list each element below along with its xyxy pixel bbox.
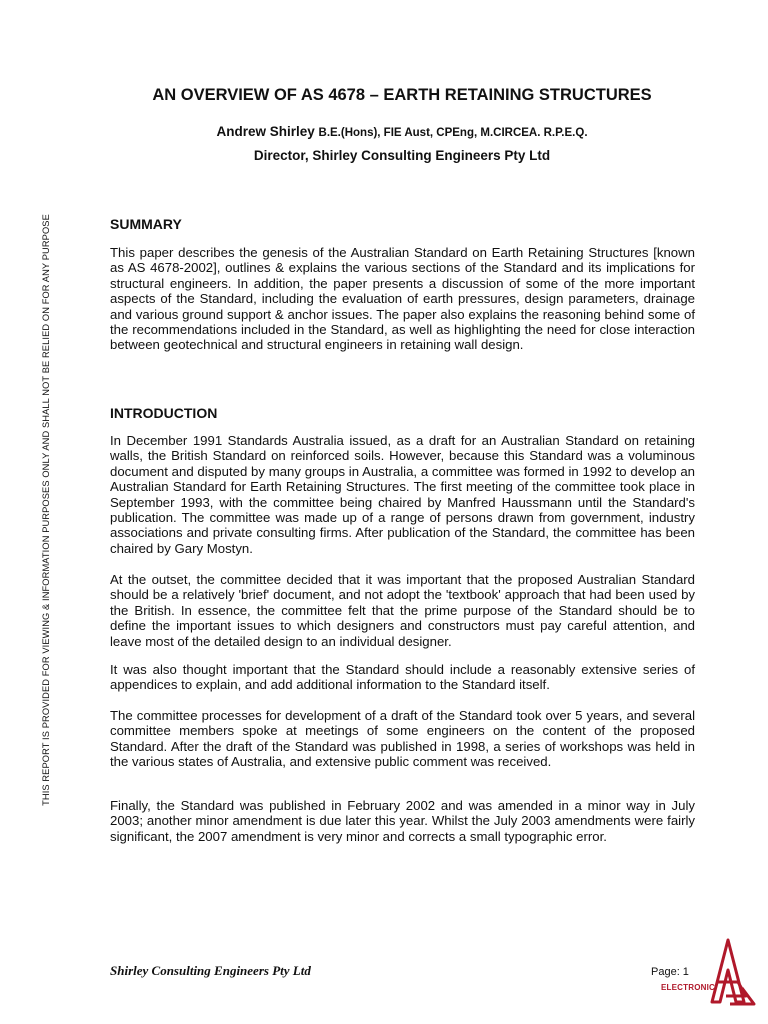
intro-paragraph-4: The committee processes for development of a draft of the Standard took over 5 years, and several committee members spoke at meetings of some engineers on the content of the proposed Standard. After the draft of the Standard was published in 1998, a series of workshops was held in the various states of Australia, and extensive public comment was received. — [110, 708, 695, 770]
introduction-heading: INTRODUCTION — [110, 405, 218, 421]
author-name: Andrew Shirley — [216, 124, 315, 139]
author-line — [0, 124, 768, 139]
intro-paragraph-2: At the outset, the committee decided that it was important that the proposed Australian Standard should be a relatively 'brief' document, and not adopt the 'textbook' approach that had been used by the British. In essence, the committee felt that the prime purpose of the Standard should be to define the important issues to which designers and constructors must pay careful attention, and leave most of the detailed design to an individual designer. — [110, 572, 695, 649]
intro-paragraph-1: In December 1991 Standards Australia issued, as a draft for an Australian Standard on retaining walls, the British Standard on reinforced soils. However, because this Standard was a voluminous document and disputed by many groups in Australia, a committee was formed in 1992 to develop an Australian Standard for Earth Retaining Structures. The first meeting of the committee took place in September 1993, with the committee being chaired by Manfred Haussmann until the Standard's publication. The committee was made up of a range of persons drawn from government, industry associations and private consulting firms. After publication of the Standard, the committee has been chaired by Gary Mostyn. — [110, 433, 695, 556]
logo-caption: ELECTRONIC — [661, 983, 715, 992]
author-credentials: B.E.(Hons), FIE Aust, CPEng, M.CIRCEA. R.P.E.Q. — [318, 127, 588, 139]
intro-paragraph-5: Finally, the Standard was published in February 2002 and was amended in a minor way in July 2003; another minor amendment is due later this year. Whilst the July 2003 amendments were fairly significant, the 2007 amendment is very minor and corrects a small typographic error. — [110, 798, 695, 844]
page-title: AN OVERVIEW OF AS 4678 – EARTH RETAINING STRUCTURES — [152, 86, 652, 104]
author-affiliation: Director, Shirley Consulting Engineers Pty Ltd — [253, 148, 551, 163]
footer-company: Shirley Consulting Engineers Pty Ltd — [110, 963, 311, 978]
company-logo-icon — [694, 936, 758, 1010]
page-number: Page: 1 — [651, 966, 689, 978]
intro-paragraph-3: It was also thought important that the Standard should include a reasonably extensive series of appendices to explain, and add additional information to the Standard itself. — [110, 662, 695, 693]
summary-heading: SUMMARY — [110, 216, 182, 232]
disclaimer-side-note: THIS REPORT IS PROVIDED FOR VIEWING & INFORMATION PURPOSES ONLY AND SHALL NOT BE RELIED ON FOR ANY PURPOSE — [41, 214, 51, 806]
summary-text: This paper describes the genesis of the Australian Standard on Earth Retaining Structures [known as AS 4678-2002], outlines & explains the various sections of the Standard and its implications for structural engineers. In addition, the paper presents a discussion of some of the more important aspects of the Standard, including the evaluation of earth pressures, design parameters, drainage and various ground support & anchor issues. The paper also explains the reasoning behind some of the recommendations included in the Standard, as well as highlighting the need for close interaction between geotechnical and structural engineers in retaining wall design. — [110, 245, 695, 353]
